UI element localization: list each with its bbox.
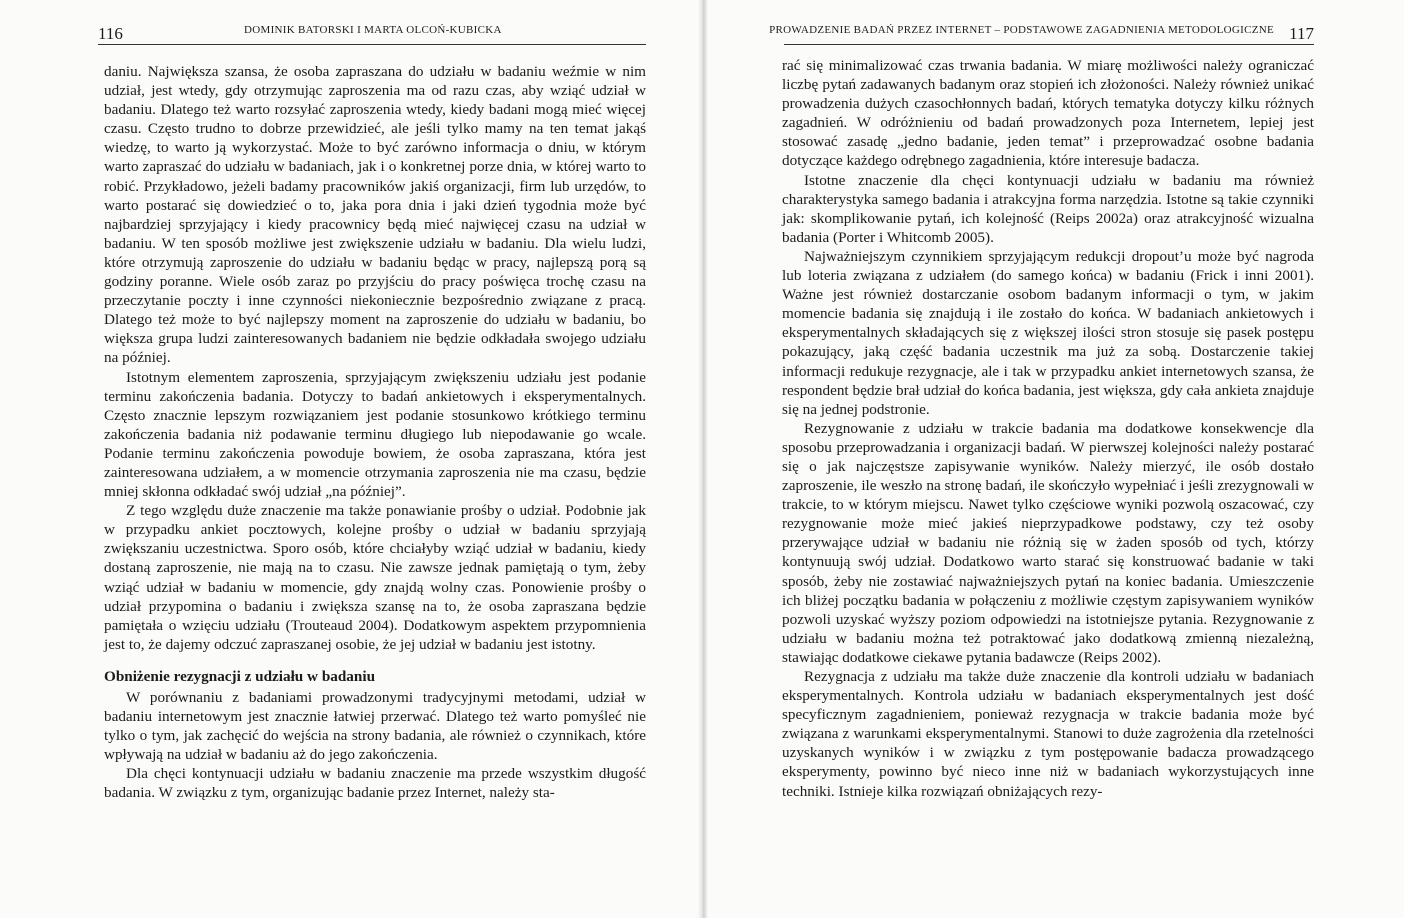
paragraph: Rezygnacja z udziału ma także duże znaczenie dla kontroli udziału w badaniach eksperymentalnych. Kontrola udziału w badaniach eksperymentalnych jest dość specyficznym zagadnieniem, ponieważ rezygnacja w trakcie badania może być związana z warunkami eksperymentalnymi. Stanowi to duże zagrożenia dla rzetelności uzyskanych wyników i w związku z tym postępowanie badacza prowadzącego eksperymenty, powinno być nieco inne niż w badaniach wykorzystujących inne techniki. Istnieje kilka rozwiązań obniżających rezy-: [782, 668, 1314, 800]
right-page-body: [782, 56, 1314, 801]
right-page: [702, 0, 1404, 918]
paragraph: Istotnym elementem zaproszenia, sprzyjającym zwiększeniu udziału jest podanie terminu zakończenia badania. Dotyczy to badań ankietowych i eksperymentalnych. Często znacznie lepszym rozwiązaniem jest podanie stosunkowo krótkiego terminu zakończenia badania niż podawanie terminu długiego lub niepodawanie go wcale. Podanie terminu zakończenia powoduje bowiem, że osoba zapraszana, która jest zainteresowana udziałem, a w momencie otrzymania zaproszenia nie ma czasu, będzie mniej skłonna odkładać swój udział „na później”.: [104, 368, 646, 501]
page-number: 116: [98, 24, 123, 43]
paragraph: rać się minimalizować czas trwania badania. W miarę możliwości należy ograniczać liczbę pytań zadawanych badanym oraz stopień ich złożoności. Należy również unikać prowadzenia dużych czasochłonnych badań, których tematyka dotyczy kilku różnych zagadnień. W odróżnieniu od badań prowadzonych poza Internetem, lepiej jest stosować zasadę „jedno badanie, jeden temat” i przeprowadzać osobne badania dotyczące każdego odrębnego zagadnienia, które interesuje badacza.: [782, 57, 1314, 170]
left-page-body: [104, 62, 646, 802]
right-page-header: [769, 14, 1314, 45]
paragraph: W porównaniu z badaniami prowadzonymi tradycyjnymi metodami, udział w badaniu internetowym jest znacznie łatwiej przerwać. Dlatego też warto pomyśleć nie tylko o tym, jak zachęcić do wejścia na strony badania, ale również o czynnikach, które wpływają na udział w badaniu aż do jego zakończenia.: [104, 688, 646, 764]
paragraph: daniu. Największa szansa, że osoba zapraszana do udziału w badaniu weźmie w nim udział, jest wtedy, gdy otrzymując zaproszenia ma od razu czas, aby wziąć udział w badaniu. Dlatego też warto rozsyłać zaproszenia wtedy, kiedy badani mogą mieć więcej czasu. Często trudno to dobrze przewidzieć, ale jeśli tylko mamy na ten temat jakąś wiedzę, to warto ją wykorzystać. Może to być zarówno informacja o dniu, w którym warto zapraszać do udziału w badaniach, jak i o konkretnej porze dnia, w której warto to robić. Przykładowo, jeżeli badamy pracowników jakiś organizacji, firm lub urzędów, to warto postarać się dowiedzieć o to, jaka pora dnia i jaki dzień tygodnia może być najbardziej sprzyjający i kiedy pracownicy będą mieć najwięcej czasu na udział w badaniu. W ten sposób możliwe jest zwiększenie udziału w badaniu. Dla wielu ludzi, które otrzymują zaproszenie do udziału w badaniu będąc w pracy, najlepszą porą są godziny poranne. Wiele osób zaraz po przyjściu do pracy poświęca trochę czasu na przeczytanie poczty i inne czynności niekoniecznie bezpośrednio związane z pracą. Dlatego też może to być najlepszy moment na zaproszenie do udziału w badaniu, bo większa grupa ludzi zainteresowanych badaniem nie będzie odkładała swojego udziału na później.: [104, 63, 646, 367]
paragraph: Z tego względu duże znaczenie ma także ponawianie prośby o udział. Podobnie jak w przypadku ankiet pocztowych, kolejne prośby o udział w badaniu sprzyjają zwiększaniu uczestnictwa. Sporo osób, które chciałyby wziąć udział w badaniu, kiedy dostaną zaproszenie, nie mają na to czasu. Nie zawsze jednak pamiętają o tym, żeby wziąć udział w badaniu w momencie, gdy znajdą wolny czas. Ponowienie prośby o udział przypomina o badaniu i zwiększa szansę na to, że osoba zapraszana będzie pamiętała o wzięciu udziału (Trouteaud 2004). Dodatkowym aspektem przypomnienia jest to, że dajemy odczuć zapraszanej osobie, że jej udział w badaniu jest istotny.: [104, 502, 646, 653]
section-heading: Obniżenie rezygnacji z udziału w badaniu: [104, 667, 376, 685]
page-number: 117: [1289, 24, 1314, 43]
paragraph: Istotne znaczenie dla chęci kontynuacji udziału w badaniu ma również charakterystyka samego badania i atrakcyjna forma narzędzia. Istotne są takie czynniki jak: skomplikowanie pytań, ich kolejność (Reips 2002a) oraz atrakcyjność wizualna badania (Porter i Whitcomb 2005).: [782, 171, 1314, 246]
paragraph: Najważniejszym czynnikiem sprzyjającym redukcji dropout’u może być nagroda lub loteria związana z udziałem (do samego końca) w badaniu (Frick i inni 2001). Ważne jest również dostarczanie osobom badanym informacji o tym, w jakim momencie badania się znajdują i ile zostało do końca. W badaniach ankietowych i eksperymentalnych składających się z większej ilości stron stosuje się pasek postępu pokazujący, jaką część badania uczestnik ma już za sobą. Dostarczenie takiej informacji redukuje rezygnacje, ale i tak w przypadku ankiet internetowych szansa, że respondent będzie brał udział do końca badania, jest większa, gdy cała ankieta znajduje się na jednej podstronie.: [782, 247, 1314, 418]
running-head: DOMINIK BATORSKI I MARTA OLCOŃ-KUBICKA: [244, 24, 502, 36]
paragraph: Rezygnowanie z udziału w trakcie badania ma dodatkowe konsekwencje dla sposobu przeprowadzania i organizacji badań. W pierwszej kolejności należy postarać się o jak najczęstsze zapisywanie wyników. Należy mierzyć, ile osób dostało zaproszenie, ile weszło na stronę badań, ile skończyło wypełniać i jeśli zrezygnowali w trakcie, to w którym miejscu. Nawet tylko częściowe wyniki pozwolą oszacować, czy rezygnowanie może mieć jakieś nieprzypadkowe podstawy, czy też osoby przerywające udział w badaniu nie różnią się w żaden sposób od tych, którzy kontynuują swój udział. Dodatkowo warto starać się konstruować badanie w taki sposób, żeby nie zostawiać najważniejszych pytań na koniec badania. Umieszczenie ich bliżej początku badania w połączeniu z możliwie częstym zapisywaniem wyników pozwoli uzyskać wyższy poziom odpowiedzi na istotniejsze pytania. Rezygnowanie z udziału w badaniu można też potraktować jako dodatkową zmienną niezależną, stawiając dodatkowe ciekawe pytania badawcze (Reips 2002).: [782, 419, 1314, 666]
paragraph: Dla chęci kontynuacji udziału w badaniu znaczenie ma przede wszystkim długość badania. W związku z tym, organizując badanie przez Internet, należy sta-: [104, 765, 646, 802]
running-head: PROWADZENIE BADAŃ PRZEZ INTERNET – PODSTAWOWE ZAGADNIENIA METODOLOGICZNE: [769, 24, 1274, 36]
left-page-header: [98, 14, 646, 45]
